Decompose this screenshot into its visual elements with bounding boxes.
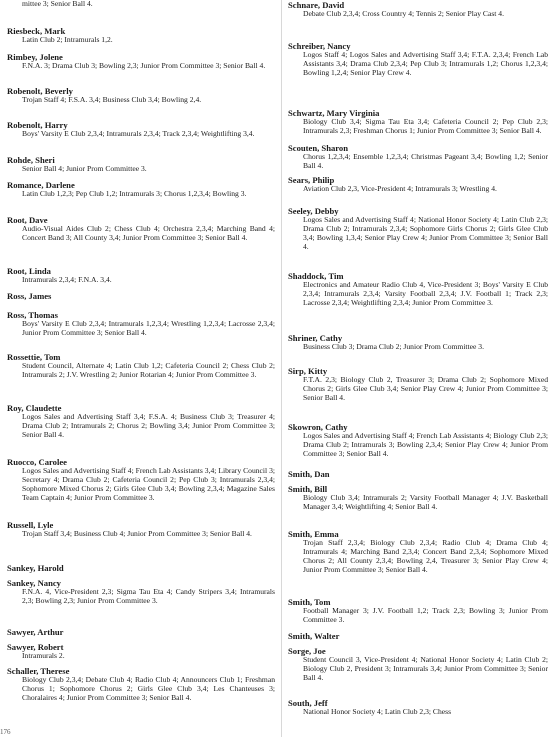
senior-entry [288, 597, 548, 625]
student-activities: Chorus 1,2,3,4; Ensemble 1,2,3,4; Christmas Pageant 3,4; Bowling 1,2; Senior Ball 4. [303, 152, 548, 170]
student-name: Roy, Claudette [7, 403, 62, 413]
student-activities: Logos Staff 4; Logos Sales and Advertising Staff 3,4; F.T.A. 2,3,4; French Lab Assistants 3,4; Drama Club 2,3,4; Pep Club 3; Intramurals 1,2; Chorus 1,2,3,4; Bowling 1,2,4; Senior Play Crew 4. [303, 50, 548, 77]
student-name: Skowron, Cathy [288, 422, 348, 432]
student-activities: Latin Club 2; Intramurals 1,2. [22, 35, 113, 44]
student-activities: Biology Club 3,4; Sigma Tau Eta 3,4; Cafeteria Council 2; Pep Club 2,3; Intramurals 2,3; Freshman Chorus 1; Junior Prom Committee 3; Senior Ball 4. [303, 117, 548, 135]
senior-entry [288, 422, 548, 459]
senior-entry [7, 627, 275, 637]
student-name: Sankey, Nancy [7, 578, 61, 588]
student-activities: Senior Ball 4; Junior Prom Committee 3. [22, 164, 147, 173]
senior-entry [7, 310, 275, 338]
senior-entry [288, 366, 548, 403]
student-name: Rossettie, Tom [7, 352, 61, 362]
student-activities: F.N.A. 3; Drama Club 3; Bowling 2,3; Junior Prom Committee 3; Senior Ball 4. [22, 61, 266, 70]
student-activities: Intramurals 2. [22, 651, 65, 660]
senior-entry [288, 271, 548, 308]
student-name: Smith, Dan [288, 469, 330, 479]
student-name: Schwartz, Mary Virginia [288, 108, 380, 118]
student-activities: Logos Sales and Advertising Staff 4; French Lab Assistants 3,4; Library Council 3; Secretary 4; Drama Club 2; Cafeteria Council 2; Pep Club 3; Intramurals 2,3,4; Sophomore Mixed Chorus 2; Girls Glee Club 3,4; Bowling 2,3,4; Magazine Sales Team Captain 4; Junior Prom Committee 3. [22, 466, 275, 502]
student-activities: F.T.A. 2,3; Biology Club 2, Treasurer 3; Drama Club 2; Sophomore Mixed Chorus 2; Girls Glee Club 3,4; Senior Play Crew 4; Junior Prom Committee 3; Senior Ball 4. [303, 375, 548, 402]
senior-entry [7, 642, 275, 661]
student-activities: Football Manager 3; J.V. Football 1,2; Track 2,3; Bowling 3; Junior Prom Committee 3. [303, 606, 548, 624]
student-name: Sorge, Joe [288, 646, 326, 656]
student-activities: Boys' Varsity E Club 2,3,4; Intramurals 2,3,4; Track 2,3,4; Weightlifting 3,4. [22, 129, 255, 138]
student-name: Smith, Bill [288, 484, 328, 494]
student-activities: Boys' Varsity E Club 2,3,4; Intramurals 1,2,3,4; Wrestling 1,2,3,4; Lacrosse 2,3,4; Junior Prom Committee 3; Senior Ball 4. [22, 319, 275, 337]
student-activities: Electronics and Amateur Radio Club 4, Vice-President 3; Boys' Varsity E Club 2,3,4; Intramurals 2,3,4; Varsity Football 2,3,4; J.V. Football 1; Track 2,3; Lacrosse 2,3,4; Weightlifting 2,3,4; Junior Prom Committee 3. [303, 280, 548, 307]
senior-entry [7, 180, 275, 199]
student-activities: Biology Club 3,4; Intramurals 2; Varsity Football Manager 4; J.V. Basketball Manager 3,4; Weightlifting 4; Senior Ball 4. [303, 493, 548, 511]
senior-entry [288, 469, 548, 479]
student-name: Sankey, Harold [7, 563, 64, 573]
student-name: Ruocco, Carolee [7, 457, 67, 467]
student-activities: Aviation Club 2,3, Vice-President 4; Intramurals 3; Wrestling 4. [303, 184, 497, 193]
student-name: Smith, Emma [288, 529, 339, 539]
student-name: Romance, Darlene [7, 180, 75, 190]
student-activities: F.N.A. 4, Vice-President 2,3; Sigma Tau Eta 4; Candy Stripers 3,4; Intramurals 2,3; Bowling 2,3; Junior Prom Committee 3. [22, 587, 275, 605]
student-activities: Trojan Staff 4; F.S.A. 3,4; Business Club 3,4; Bowling 2,4. [22, 95, 202, 104]
student-name: Shriner, Cathy [288, 333, 343, 343]
student-activities: Student Council 3, Vice-President 4; National Honor Society 4; Latin Club 2; Biology Club 2, President 3; Intramurals 3,4; Junior Prom Committee 3; Senior Ball 4. [303, 655, 548, 682]
student-name: Sirp, Kitty [288, 366, 328, 376]
student-name: Root, Dave [7, 215, 48, 225]
student-activities: Debate Club 2,3,4; Cross Country 4; Tennis 2; Senior Play Cast 4. [303, 9, 504, 18]
senior-entry [7, 578, 275, 606]
senior-entry [7, 563, 275, 573]
student-name: Schnare, David [288, 0, 345, 10]
senior-entry [288, 333, 548, 352]
senior-entry [7, 52, 275, 71]
senior-entry [288, 175, 548, 194]
student-name: Schreiber, Nancy [288, 41, 351, 51]
student-activities: Trojan Staff 2,3,4; Biology Club 2,3,4; Radio Club 4; Drama Club 4; Intramurals 4; Marching Band 2,3,4; Concert Band 2,3,4; Sophomore Mixed Chorus 2; All County 2,3,4; Bowling 2,4, Treasurer 3; Senior Play Crew 4; Junior Prom Committee 3; Senior Ball 4. [303, 538, 548, 574]
senior-entry [7, 457, 275, 503]
student-name: Sawyer, Robert [7, 642, 64, 652]
student-name: Rohde, Sheri [7, 155, 55, 165]
student-name: Sears, Philip [288, 175, 335, 185]
senior-entry [7, 155, 275, 174]
student-activities: Business Club 3; Drama Club 2; Junior Prom Committee 3. [303, 342, 484, 351]
senior-entry [7, 666, 275, 703]
senior-entry [288, 108, 548, 136]
column-divider [281, 0, 282, 737]
student-activities: National Honor Society 4; Latin Club 2,3; Chess [303, 707, 452, 716]
student-activities: Biology Club 2,3,4; Debate Club 4; Radio Club 4; Announcers Club 1; Freshman Chorus 1; Sophomore Chorus 2; Girls Glee Club 3,4; Les Chanteuses 3; Choralaires 4; Junior Prom Committee 3; Senior Ball 4. [22, 675, 275, 702]
student-name: Shaddock, Tim [288, 271, 344, 281]
student-activities: Intramurals 2,3,4; F.N.A. 3,4. [22, 275, 112, 284]
student-name: Ross, James [7, 291, 52, 301]
student-activities: Student Council, Alternate 4; Latin Club 1,2; Cafeteria Council 2; Chess Club 2; Intramurals 2; J.V. Wrestling 2; Junior Rotarian 4; Junior Prom Committee 3. [22, 361, 275, 379]
senior-entry [288, 646, 548, 683]
senior-entry [7, 352, 275, 380]
senior-entry [7, 0, 275, 9]
student-activities: Trojan Staff 3,4; Business Club 4; Junior Prom Committee 3; Senior Ball 4. [22, 529, 252, 538]
senior-entry [7, 120, 275, 139]
student-name: Smith, Walter [288, 631, 340, 641]
student-name: Ross, Thomas [7, 310, 58, 320]
senior-entry [288, 0, 548, 19]
student-name: Smith, Tom [288, 597, 331, 607]
senior-entry [7, 291, 275, 301]
student-activities: Logos Sales and Advertising Staff 4; National Honor Society 4; Latin Club 2,3; Drama Club 2; Intramurals 2,3,4; Sophomore Girls Chorus 2; Girls Glee Club 3,4; Bowling 1,3,4; Senior Play Crew 4; Junior Prom Committee 3; Senior Ball 4. [303, 215, 548, 251]
student-activities: Audio-Visual Aides Club 2; Chess Club 4; Orchestra 2,3,4; Marching Band 4; Concert Band 3; All County 3,4; Junior Prom Committee 3; Senior Ball 4. [22, 224, 275, 242]
student-activities: mittee 3; Senior Ball 4. [22, 0, 93, 8]
senior-entry [288, 143, 548, 171]
senior-entry [7, 520, 275, 539]
senior-entry [288, 484, 548, 512]
student-name: Root, Linda [7, 266, 51, 276]
senior-entry [288, 698, 548, 717]
student-name: Rimbey, Jolene [7, 52, 63, 62]
senior-entry [288, 529, 548, 575]
student-name: South, Jeff [288, 698, 328, 708]
senior-entry [7, 403, 275, 440]
page-number: 176 [0, 728, 11, 736]
student-name: Scouten, Sharon [288, 143, 349, 153]
senior-entry [7, 86, 275, 105]
student-name: Sawyer, Arthur [7, 627, 64, 637]
student-activities: Logos Sales and Advertising Staff 4; French Lab Assistants 4; Biology Club 2,3; Drama Club 2; Intramurals 3; Bowling 2,3,4; Senior Play Crew 4; Junior Prom Committee 3; Senior Ball 4. [303, 431, 548, 458]
senior-entry [288, 631, 548, 641]
student-name: Russell, Lyle [7, 520, 54, 530]
student-activities: Latin Club 1,2,3; Pep Club 1,2; Intramurals 3; Chorus 1,2,3,4; Bowling 3. [22, 189, 247, 198]
student-name: Robenolt, Harry [7, 120, 68, 130]
senior-entry [7, 26, 275, 45]
student-name: Schaller, Therese [7, 666, 70, 676]
senior-entry [7, 215, 275, 243]
student-name: Seeley, Debby [288, 206, 339, 216]
student-activities: Logos Sales and Advertising Staff 3,4; F.S.A. 4; Business Club 3; Treasurer 4; Drama Club 2; Intramurals 2; Chorus 2; Bowling 3,4; Junior Prom Committee 3; Senior Ball 4. [22, 412, 275, 439]
student-name: Riesbeck, Mark [7, 26, 66, 36]
student-name: Robenolt, Beverly [7, 86, 73, 96]
senior-entry [7, 266, 275, 285]
senior-entry [288, 41, 548, 78]
senior-entry [288, 206, 548, 252]
